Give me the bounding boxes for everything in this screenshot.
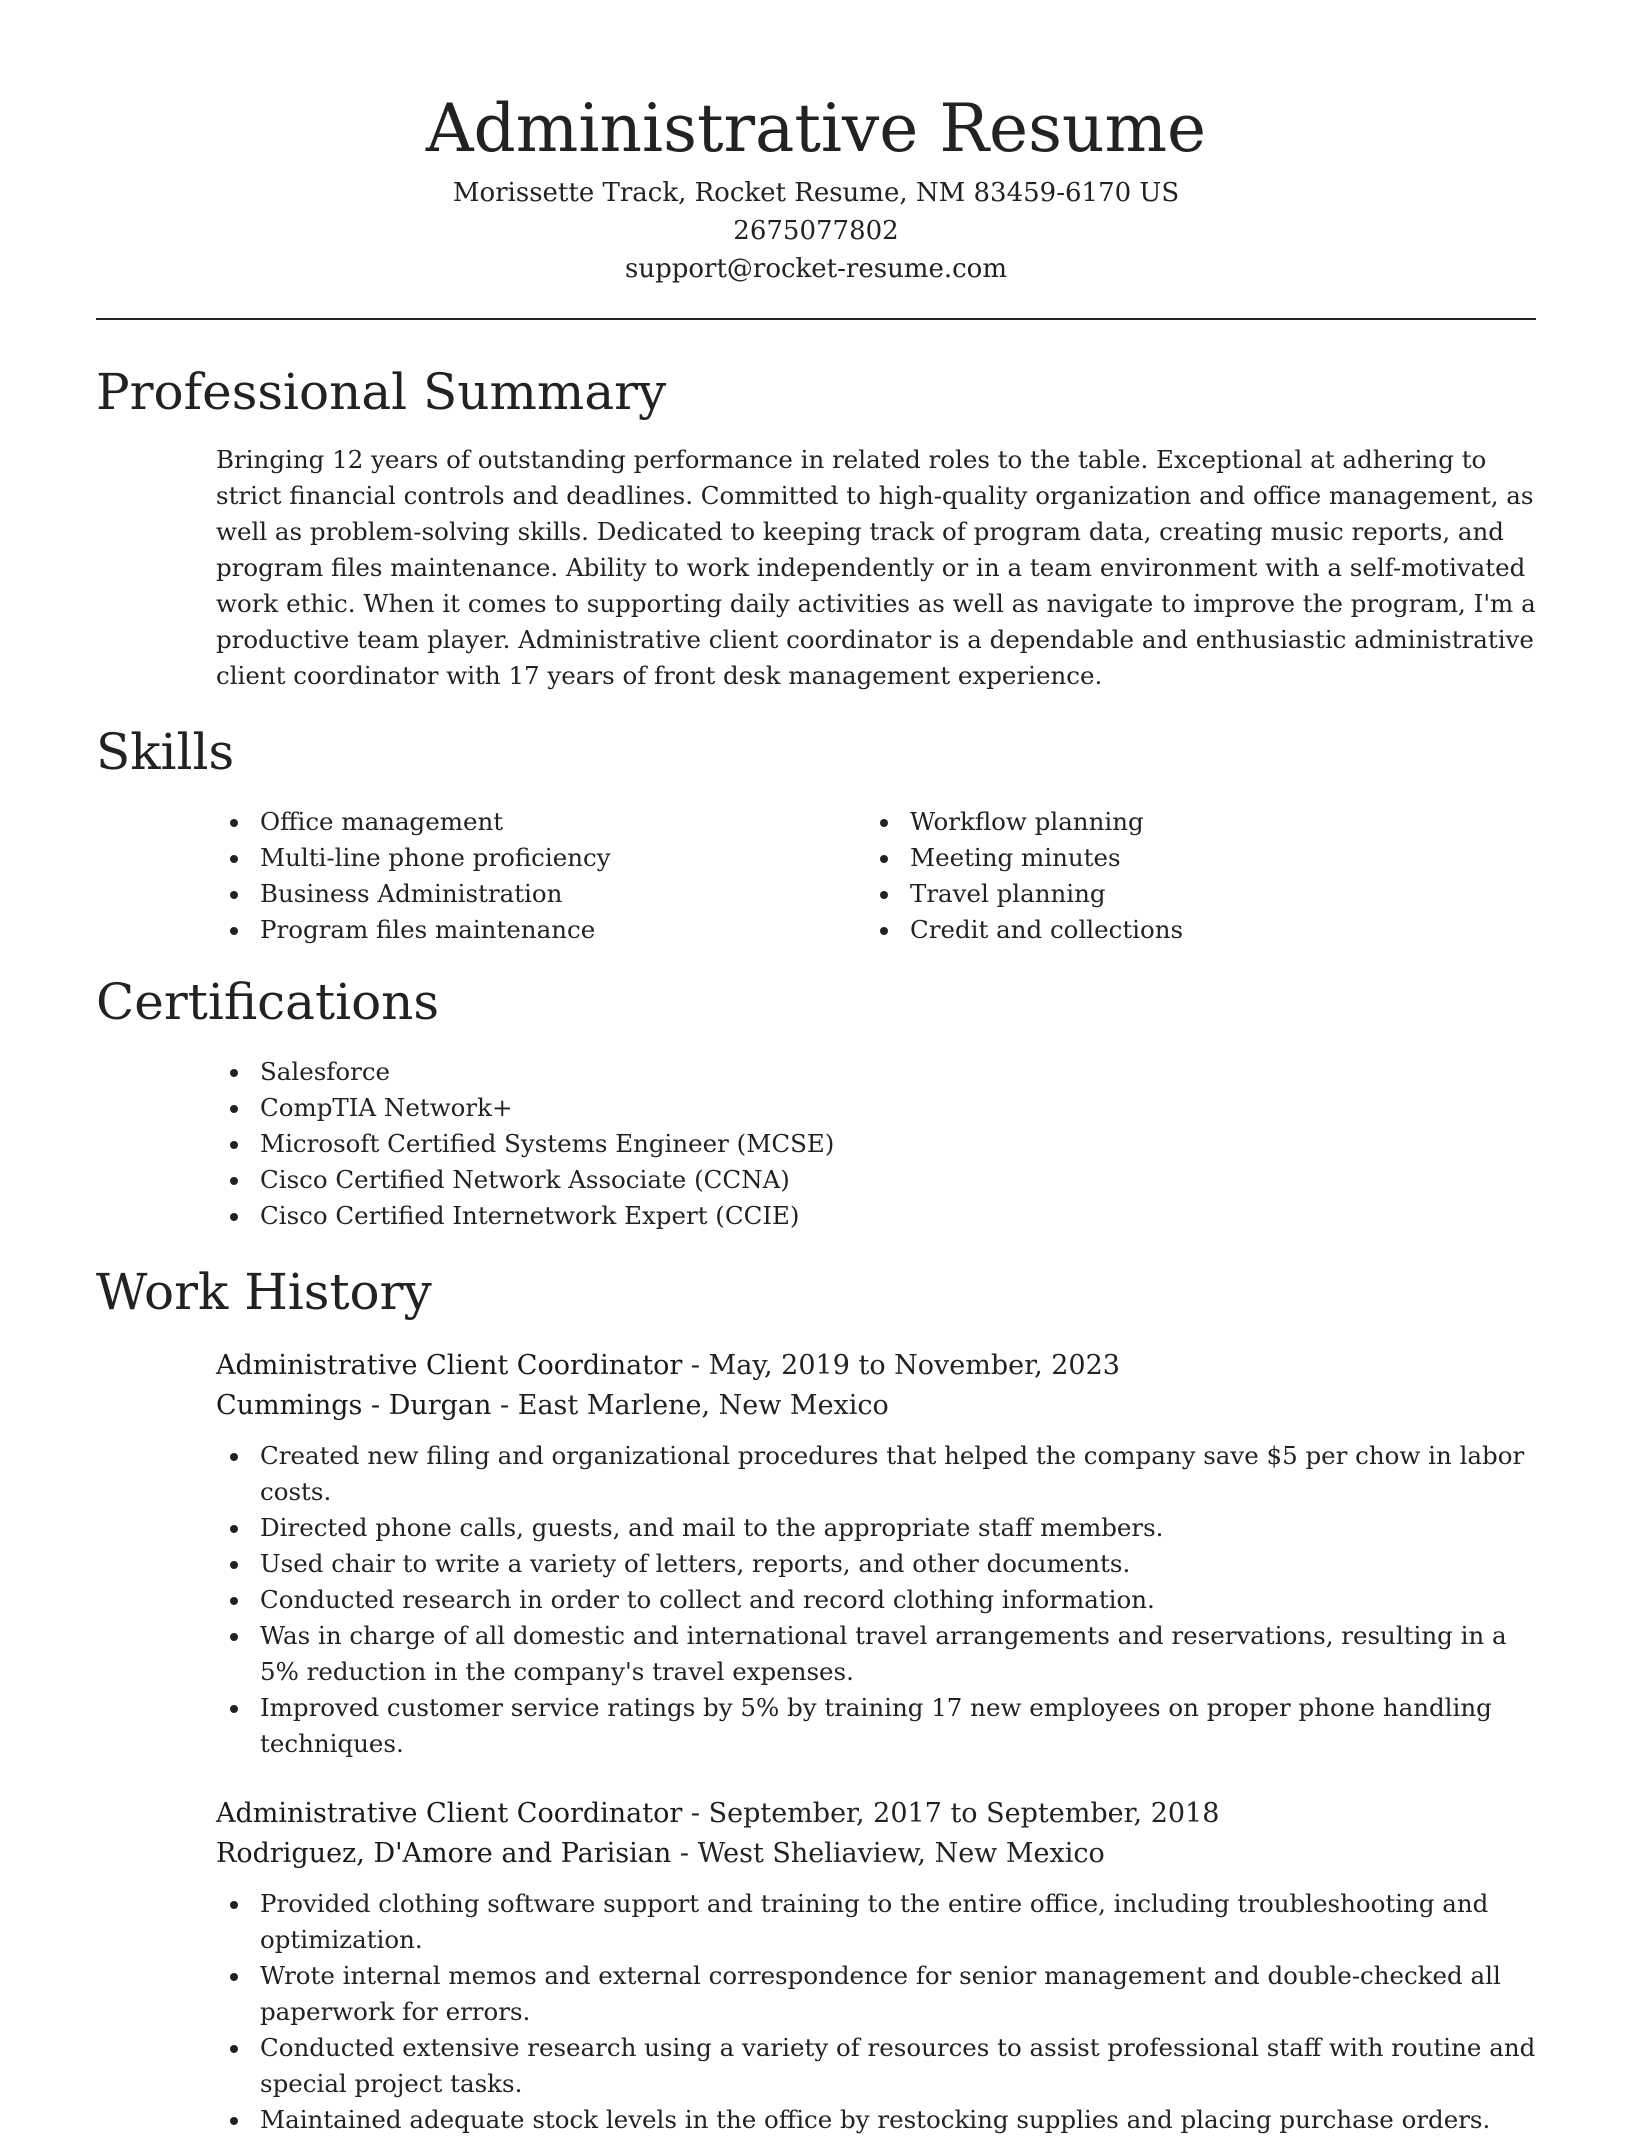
job-separator: - <box>690 1798 709 1829</box>
skill-item: Meeting minutes <box>866 840 1516 876</box>
skills-list-left <box>216 804 866 948</box>
contact-phone: 2675077802 <box>733 216 899 246</box>
certifications-section <box>96 970 1536 1234</box>
job-entry <box>216 1794 1536 2138</box>
job-dates: May, 2019 to November, 2023 <box>708 1350 1120 1381</box>
job-dates: September, 2017 to September, 2018 <box>708 1798 1220 1829</box>
job-duty-item: Directed phone calls, guests, and mail to the appropriate staff members. <box>216 1510 1536 1546</box>
job-separator: - <box>679 1838 698 1869</box>
resume-title: Administrative Resume <box>425 90 1207 167</box>
skill-item: Workflow planning <box>866 804 1516 840</box>
skills-heading: Skills <box>96 723 235 781</box>
skills-list-right <box>866 804 1516 948</box>
resume-page <box>96 0 1536 2138</box>
skill-item: Multi-line phone proficiency <box>216 840 866 876</box>
job-company-line <box>216 1386 1536 1426</box>
job-duty-item: Improved customer service ratings by 5% by training 17 new employees on proper phone handling techniques. <box>216 1690 1536 1762</box>
certifications-list <box>216 1054 1536 1234</box>
job-duty-item: Maintained adequate stock levels in the office by restocking supplies and placing purchase orders. <box>216 2102 1536 2138</box>
job-company-line <box>216 1834 1536 1874</box>
job-title-line <box>216 1794 1536 1834</box>
certification-item: Cisco Certified Internetwork Expert (CCIE) <box>216 1198 1536 1234</box>
skill-item: Credit and collections <box>866 912 1516 948</box>
job-duty-item: Was in charge of all domestic and international travel arrangements and reservations, resulting in a 5% reduction in the company's travel expenses. <box>216 1618 1536 1690</box>
certifications-heading: Certifications <box>96 973 440 1031</box>
job-company: Cummings - Durgan <box>216 1390 492 1421</box>
job-separator: - <box>690 1350 709 1381</box>
header-divider <box>96 318 1536 320</box>
skill-item: Office management <box>216 804 866 840</box>
job-duty-item: Wrote internal memos and external correspondence for senior management and double-checked all paperwork for errors. <box>216 1958 1536 2030</box>
skills-columns <box>216 804 1536 948</box>
job-duties-list <box>216 1886 1536 2138</box>
job-duty-item: Created new filing and organizational procedures that helped the company save $5 per chow in labor costs. <box>216 1438 1536 1510</box>
job-duty-item: Conducted extensive research using a variety of resources to assist professional staff with routine and special project tasks. <box>216 2030 1536 2102</box>
job-duty-item: Used chair to write a variety of letters, reports, and other documents. <box>216 1546 1536 1582</box>
skill-item: Business Administration <box>216 876 866 912</box>
skill-item: Travel planning <box>866 876 1516 912</box>
summary-text: Bringing 12 years of outstanding performance in related roles to the table. Exceptional at adhering to strict financial controls and deadlines. Committed to high-quality organization and office management, as well as problem-solving skills. Dedicated to keeping track of program data, creating music reports, and program files maintenance. Ability to work independently or in a team environment with a self-motivated work ethic. When it comes to supporting daily activities as well as navigate to improve the program, I'm a productive team player. Administrative client coordinator is a dependable and enthusiastic administrative client coordinator with 17 years of front desk management experience. <box>216 445 1536 690</box>
certification-item: Cisco Certified Network Associate (CCNA) <box>216 1162 1536 1198</box>
job-title: Administrative Client Coordinator <box>216 1350 683 1381</box>
resume-header <box>96 0 1536 288</box>
job-location: West Sheliaview, New Mexico <box>697 1838 1105 1869</box>
job-duty-item: Conducted research in order to collect and record clothing information. <box>216 1582 1536 1618</box>
skill-item: Program files maintenance <box>216 912 866 948</box>
job-duty-item: Provided clothing software support and training to the entire office, including troubleshooting and optimization. <box>216 1886 1536 1958</box>
contact-address: Morissette Track, Rocket Resume, NM 83459-6170 US <box>452 178 1180 208</box>
work-history-heading: Work History <box>96 1263 432 1321</box>
summary-section <box>96 360 1536 694</box>
job-separator: - <box>500 1390 518 1421</box>
job-company: Rodriguez, D'Amore and Parisian <box>216 1838 672 1869</box>
job-title-line <box>216 1346 1536 1386</box>
work-history-section <box>96 1260 1536 2138</box>
certification-item: Salesforce <box>216 1054 1536 1090</box>
job-duties-list <box>216 1438 1536 1762</box>
certification-item: CompTIA Network+ <box>216 1090 1536 1126</box>
summary-heading: Professional Summary <box>96 363 667 421</box>
job-location: East Marlene, New Mexico <box>517 1390 889 1421</box>
job-title: Administrative Client Coordinator <box>216 1798 683 1829</box>
skills-section <box>96 720 1536 948</box>
contact-email: support@rocket-resume.com <box>624 254 1007 284</box>
job-entry <box>216 1346 1536 1762</box>
certification-item: Microsoft Certified Systems Engineer (MCSE) <box>216 1126 1536 1162</box>
